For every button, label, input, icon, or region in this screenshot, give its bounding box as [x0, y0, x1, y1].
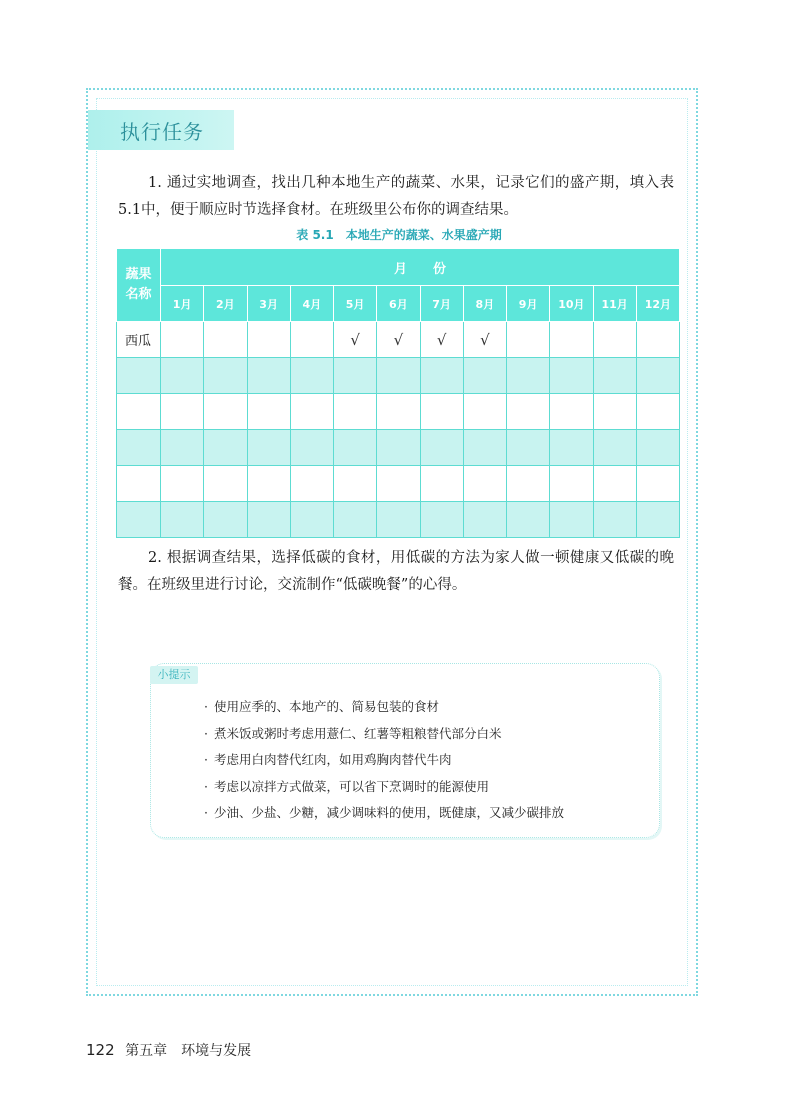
month-cell — [463, 358, 506, 394]
month-cell — [593, 394, 636, 430]
table-row — [117, 394, 680, 430]
month-cell — [463, 502, 506, 538]
month-6: 6月 — [377, 286, 420, 322]
month-cell — [247, 358, 290, 394]
tip-label: 小提示 — [150, 666, 198, 684]
tip-item: · 少油、少盐、少糖，减少调味料的使用，既健康，又减少碳排放 — [204, 800, 564, 827]
month-9: 9月 — [507, 286, 550, 322]
month-cell — [334, 430, 377, 466]
month-header: 月 份 — [161, 249, 680, 286]
month-cell — [377, 502, 420, 538]
month-cell — [161, 358, 204, 394]
month-cell — [161, 322, 204, 358]
row-name-cell — [117, 358, 161, 394]
month-cell — [290, 466, 333, 502]
month-7: 7月 — [420, 286, 463, 322]
month-cell — [334, 358, 377, 394]
month-cell — [550, 502, 593, 538]
month-cell — [550, 394, 593, 430]
table-row — [117, 430, 680, 466]
page-footer — [86, 1040, 251, 1060]
month-cell — [636, 502, 679, 538]
section-header — [88, 110, 234, 150]
months-row — [117, 286, 680, 322]
month-cell — [290, 430, 333, 466]
tip-item: · 考虑用白肉替代红肉，如用鸡胸肉替代牛肉 — [204, 747, 564, 774]
month-cell — [161, 502, 204, 538]
month-cell — [420, 466, 463, 502]
month-cell — [636, 430, 679, 466]
month-cell — [463, 430, 506, 466]
task-1-text: 1. 通过实地调查，找出几种本地生产的蔬菜、水果，记录它们的盛产期，填入表5.1中，便于顺应时节选择食材。在班级里公布你的调查结果。 — [118, 175, 674, 218]
month-cell — [290, 394, 333, 430]
month-cell — [377, 466, 420, 502]
table-row — [117, 502, 680, 538]
month-cell — [420, 358, 463, 394]
month-1: 1月 — [161, 286, 204, 322]
month-cell — [507, 502, 550, 538]
row-name-cell — [117, 502, 161, 538]
month-cell — [550, 430, 593, 466]
month-cell — [550, 466, 593, 502]
section-title: 执行任务 — [120, 120, 204, 144]
tip-item: · 煮米饭或粥时考虑用薏仁、红薯等粗粮替代部分白米 — [204, 721, 564, 748]
month-cell — [636, 358, 679, 394]
month-cell: √ — [463, 322, 506, 358]
month-cell — [463, 394, 506, 430]
month-cell — [334, 394, 377, 430]
month-cell — [463, 466, 506, 502]
chapter-title: 第五章 环境与发展 — [125, 1043, 252, 1059]
month-cell — [334, 502, 377, 538]
month-cell — [247, 502, 290, 538]
month-8: 8月 — [463, 286, 506, 322]
month-cell — [593, 502, 636, 538]
season-table — [116, 248, 680, 538]
month-cell — [507, 394, 550, 430]
month-cell — [420, 394, 463, 430]
month-cell: √ — [377, 322, 420, 358]
month-cell — [593, 322, 636, 358]
tip-item: · 使用应季的、本地产的、简易包装的食材 — [204, 694, 564, 721]
month-cell: √ — [334, 322, 377, 358]
month-2: 2月 — [204, 286, 247, 322]
table-row — [117, 322, 680, 358]
month-12: 12月 — [636, 286, 679, 322]
name-header-text: 蔬果名称 — [125, 267, 152, 302]
month-cell — [636, 394, 679, 430]
month-cell — [420, 430, 463, 466]
page-number: 122 — [86, 1041, 115, 1059]
month-cell — [247, 466, 290, 502]
table-caption: 表 5.1 本地生产的蔬菜、水果盛产期 — [296, 228, 502, 242]
month-cell — [420, 502, 463, 538]
month-5: 5月 — [334, 286, 377, 322]
table-row — [117, 358, 680, 394]
month-cell — [593, 466, 636, 502]
month-cell — [550, 322, 593, 358]
month-cell — [161, 394, 204, 430]
month-cell — [636, 466, 679, 502]
month-cell — [334, 466, 377, 502]
month-cell — [593, 358, 636, 394]
row-name-cell — [117, 466, 161, 502]
month-cell — [507, 322, 550, 358]
month-cell — [377, 358, 420, 394]
row-name-cell — [117, 394, 161, 430]
month-cell — [507, 466, 550, 502]
month-cell — [204, 430, 247, 466]
month-cell — [247, 322, 290, 358]
month-cell — [550, 358, 593, 394]
month-cell — [377, 430, 420, 466]
month-cell — [290, 358, 333, 394]
table-row — [117, 466, 680, 502]
month-cell — [204, 322, 247, 358]
month-cell — [507, 430, 550, 466]
month-cell: √ — [420, 322, 463, 358]
month-cell — [636, 322, 679, 358]
month-cell — [247, 394, 290, 430]
month-cell — [204, 394, 247, 430]
month-cell — [204, 358, 247, 394]
task-2-text: 2. 根据调查结果，选择低碳的食材，用低碳的方法为家人做一顿健康又低碳的晚餐。在班级里进行讨论，交流制作“低碳晚餐”的心得。 — [118, 550, 674, 593]
month-3: 3月 — [247, 286, 290, 322]
month-cell — [290, 502, 333, 538]
row-name-cell: 西瓜 — [117, 322, 161, 358]
tip-list — [204, 694, 564, 827]
month-cell — [593, 430, 636, 466]
month-cell — [204, 502, 247, 538]
tip-item: · 考虑以凉拌方式做菜，可以省下烹调时的能源使用 — [204, 774, 564, 801]
month-4: 4月 — [290, 286, 333, 322]
month-10: 10月 — [550, 286, 593, 322]
month-cell — [161, 466, 204, 502]
table-body — [117, 322, 680, 538]
table-header-row — [117, 249, 680, 286]
month-cell — [204, 466, 247, 502]
row-name-cell — [117, 430, 161, 466]
month-cell — [377, 394, 420, 430]
month-cell — [161, 430, 204, 466]
month-cell — [290, 322, 333, 358]
month-11: 11月 — [593, 286, 636, 322]
month-cell — [247, 430, 290, 466]
name-header — [117, 249, 161, 322]
month-cell — [507, 358, 550, 394]
